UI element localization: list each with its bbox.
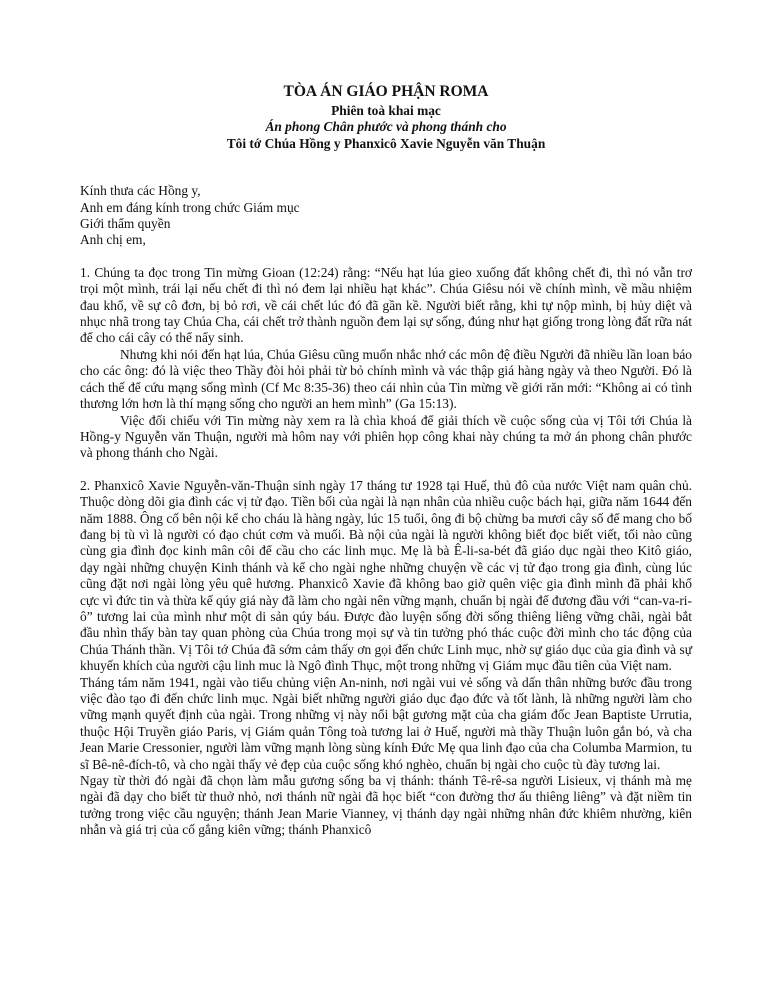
subtitle-cause-text: Án phong Chân phước và phong thánh cho bbox=[265, 119, 507, 135]
paragraph-3: Việc đối chiếu với Tin mừng này xem ra là chìa khoá để giải thích về cuộc sống của vị Tôi tới Chúa là Hồng-y Nguyễn văn Thuận, người mà hôm nay với phiên họp công khai này chúng ta mở án phong chân phước và phong thánh cho Ngài. bbox=[80, 412, 692, 461]
subtitle-servant: Tôi tớ Chúa Hồng y Phanxicô Xavie Nguyễn văn Thuận bbox=[226, 135, 546, 151]
paragraph-2: Nhưng khi nói đến hạt lúa, Chúa Giêsu cũng muốn nhắc nhớ các môn đệ điều Người đã nhiều lần loan báo cho các ông: đó là việc theo Thầy đòi hỏi phải từ bỏ chính mình và vác thập giá hàng ngày và theo Người. Đó là cách thế để cứu mạng sống mình (Cf Mc 8:35-36) theo cái nhìn của Tin mừng về giới răn mới: “Không ai có tình thương lớn hơn là thí mạng sống cho người an hem mình” (Ga 15:13). bbox=[80, 346, 692, 412]
salutation-line: Anh em đáng kính trong chức Giám mục bbox=[80, 199, 300, 215]
salutation-block bbox=[80, 183, 692, 249]
document-page bbox=[80, 82, 692, 839]
paragraph-1: 1. Chúng ta đọc trong Tin mừng Gioan (12:24) rằng: “Nếu hạt lúa gieo xuống đất không chết đi, thì nó vẫn trơ trọi một mình, trái lại nếu chết đi thì nó đem lại nhiều hạt khác”. Chúa Giêsu nói về chính mình, về mầu nhiệm đau khổ, về sự cô đơn, bị bỏ rơi, về cái chết lúc đó đã gần kề. Người biết rằng, khi tự nộp mình, bị hủy diệt và nhục nhã trong tay Chúa Cha, cái chết trở thành nguồn đem lại sự sống, đúng như hạt giống trong lòng đất rữa nát để cho cái cây có thể nẩy sinh. bbox=[80, 264, 692, 346]
document-title: TÒA ÁN GIÁO PHẬN ROMA bbox=[283, 83, 489, 100]
subtitle-cause bbox=[80, 119, 692, 135]
subtitle-session: Phiên toà khai mạc bbox=[331, 103, 441, 118]
salutation-line: Anh chị em, bbox=[80, 232, 146, 248]
salutation-line: Kính thưa các Hồng y, bbox=[80, 183, 201, 199]
paragraph-6: Ngay từ thời đó ngài đã chọn làm mẫu gương sống ba vị thánh: thánh Tê-rê-sa người Lisieux, vị thánh mà mẹ ngài đã dạy cho biết từ thuở nhỏ, nơi thánh nữ ngài đã học biết “con đường thơ ấu thiêng liêng” và đặt niềm tin tưởng trong việc cầu nguyện; thánh Jean Marie Vianney, vị thánh dạy ngài những nhân đức khiêm nhường, kiên nhẫn và giá trị của cố gắng kiên vững; thánh Phanxicô bbox=[80, 773, 692, 838]
paragraph-4: 2. Phanxicô Xavie Nguyễn-văn-Thuận sinh ngày 17 tháng tư 1928 tại Huế, thủ đô của nước Việt nam quân chủ. Thuộc dòng dõi gia đình các vị tử đạo. Tiền bối của ngài là nạn nhân của nhiều cuộc bách hại, giữa năm 1644 đến năm 1888. Ông cố bên nội kể cho cháu là hàng ngày, lúc 15 tuổi, ông đi bộ chừng ba mươi cây số để mang cho bố đang bị tù vì là người có đạo chút cơm và muối. Bà nội của ngài là người không biết đọc biết viết, tối nào cũng cùng gia đình đọc kinh mân côi để cầu cho các linh mục. Mẹ là bà Ê-li-sa-bét đã giáo dục ngài theo Kitô giáo, dạy ngài những chuyện Kinh thánh và kể cho ngài nghe những chuyện về các vị tử đạo trong gia đình, cùng lúc cũng đặt nơi ngài lòng yêu quê hương. Phanxicô Xavie đã không bao giờ quên việc gia đình mình đã phải khổ cực vì đức tin và thừa kế qúy giá này đã làm cho ngài nên vững mạnh, chuẩn bị ngài để đương đầu với “can-va-ri-ô” tương lai của mình như một di sản qúy báu. Được đào luyện sống đời sống thiêng liêng vững chãi, ngài bắt đầu nhìn thấy bàn tay quan phòng của Chúa trong mọi sự và tin tưởng phó thác cuộc đời mình cho tác động của Chúa Thánh thần. Vị Tôi tớ Chúa đã sớm cảm thấy ơn gọi đến chức Linh mục, nhờ sự giáo dục của gia đình và sự khuyến khích của người cậu linh muc là Ngô đình Thục, một trong những vị Giám mục đầu tiên của Việt nam. bbox=[80, 477, 692, 674]
salutation-line: Giới thẩm quyền bbox=[80, 216, 171, 232]
paragraph-5: Tháng tám năm 1941, ngài vào tiểu chủng viện An-ninh, nơi ngài vui vẻ sống và dấn thân những bước đầu trong việc đào tạo đi đến chức linh mục. Ngài biết những người giáo dục đạo đức và tốt lành, là những người làm cho vững mạnh quyết định của ngài. Trong những vị này nổi bật gương mặt của cha giám đốc Jean Baptiste Urrutia, thuộc Hội Truyền giáo Paris, vị Giám quản Tông toà tương lai ở Huế, người mà thầy Thuận luôn gắn bó, và cha Jean Marie Cressonier, người làm vững mạnh lòng sùng kính Đức Mẹ qua linh đạo của cha Columba Marmion, tu sĩ Bê-nê-đích-tô, và cho ngài thấy vẻ đẹp của cuộc sống khó nghèo, chuẩn bị ngài cho cuộc tù đày tương lai. bbox=[80, 674, 692, 772]
